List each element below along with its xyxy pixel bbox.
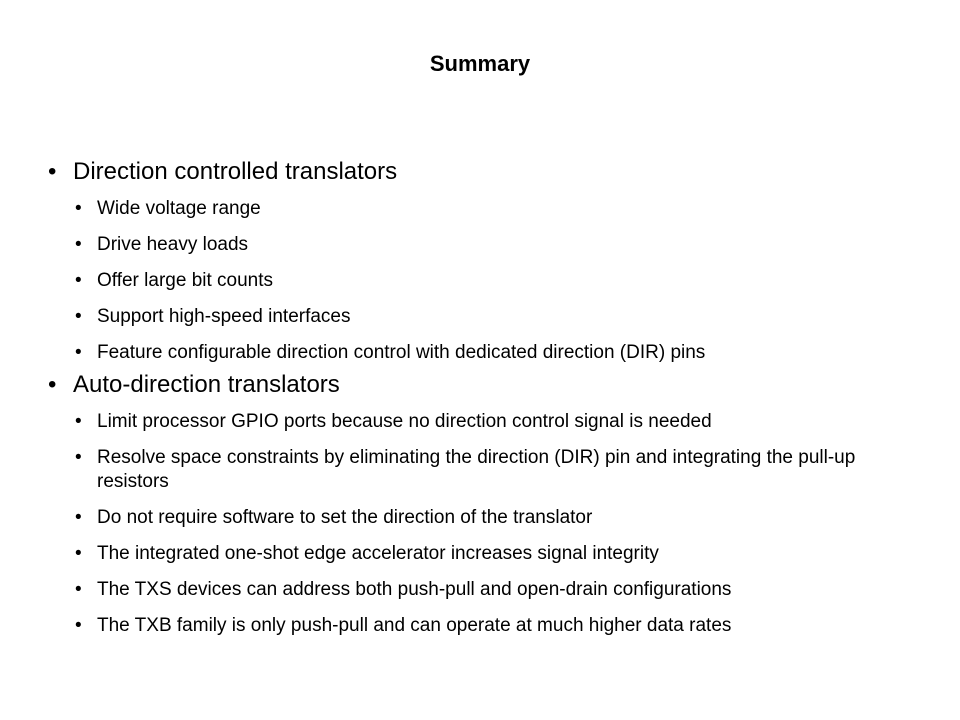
sub-list (73, 197, 928, 365)
bullet-icon: • (75, 615, 82, 636)
list-item-text: Resolve space constraints by eliminating the direction (DIR) pin and integrating the pull-up resistors (97, 447, 856, 492)
bullet-list (48, 157, 928, 643)
list-item-text: Offer large bit counts (97, 270, 274, 291)
section-heading: Auto-direction translators (73, 371, 340, 398)
bullet-icon: • (48, 158, 57, 185)
bullet-icon: • (75, 234, 82, 255)
list-item-text: Feature configurable direction control with dedicated direction (DIR) pins (97, 342, 706, 363)
bullet-icon: • (75, 447, 82, 468)
list-item (73, 446, 928, 494)
bullet-icon: • (75, 306, 82, 327)
list-item-text: Wide voltage range (97, 198, 261, 219)
list-item-text: The integrated one-shot edge accelerator increases signal integrity (97, 543, 659, 564)
bullet-icon: • (75, 579, 82, 600)
list-item-text: Support high-speed interfaces (97, 306, 351, 327)
list-item (73, 506, 928, 530)
list-item (73, 578, 928, 602)
list-item (73, 233, 928, 257)
list-item (73, 614, 928, 638)
slide-title: Summary (429, 51, 531, 76)
list-item-text: Limit processor GPIO ports because no direction control signal is needed (97, 411, 712, 432)
list-item (73, 305, 928, 329)
list-item (73, 269, 928, 293)
section-direction-controlled (48, 157, 928, 365)
list-item (73, 542, 928, 566)
list-item-text: Do not require software to set the direction of the translator (97, 507, 593, 528)
section-heading: Direction controlled translators (73, 158, 398, 185)
bullet-icon: • (75, 543, 82, 564)
list-item-text: The TXS devices can address both push-pull and open-drain configurations (97, 579, 732, 600)
list-item (73, 197, 928, 221)
bullet-icon: • (75, 198, 82, 219)
section-auto-direction (48, 370, 928, 638)
bullet-icon: • (75, 411, 82, 432)
list-item (73, 410, 928, 434)
list-item (73, 341, 928, 365)
list-item-text: The TXB family is only push-pull and can operate at much higher data rates (97, 615, 732, 636)
bullet-icon: • (75, 270, 82, 291)
bullet-icon: • (48, 371, 57, 398)
sub-list (73, 410, 928, 638)
list-item-text: Drive heavy loads (97, 234, 249, 255)
bullet-icon: • (75, 507, 82, 528)
bullet-icon: • (75, 342, 82, 363)
